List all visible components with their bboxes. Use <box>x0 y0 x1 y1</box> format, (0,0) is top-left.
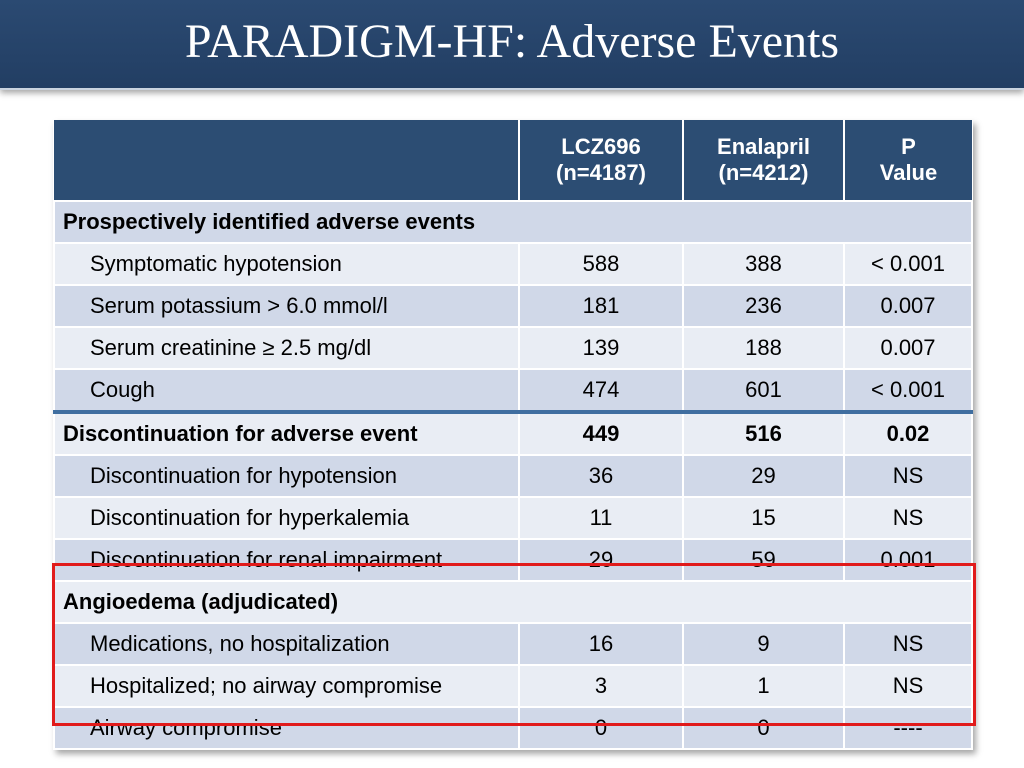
cell-lcz696: 0 <box>519 707 683 749</box>
cell-enalapril: 388 <box>683 243 844 285</box>
header-enalapril <box>683 120 844 201</box>
header-value: Value <box>879 160 938 185</box>
section-row-discontinuation <box>54 412 972 455</box>
cell-enalapril: 188 <box>683 327 844 369</box>
header-blank <box>54 120 519 201</box>
cell-lcz696: 11 <box>519 497 683 539</box>
table-row <box>54 369 972 412</box>
table-row <box>54 455 972 497</box>
table-row <box>54 327 972 369</box>
cell-enalapril: 59 <box>683 539 844 581</box>
row-label: Airway compromise <box>54 707 519 749</box>
cell-p-value: ---- <box>844 707 972 749</box>
row-label: Medications, no hospitalization <box>54 623 519 665</box>
cell-lcz696: 16 <box>519 623 683 665</box>
header-p: P <box>901 134 916 159</box>
cell-p-value: < 0.001 <box>844 369 972 412</box>
row-label: Symptomatic hypotension <box>54 243 519 285</box>
row-label: Hospitalized; no airway compromise <box>54 665 519 707</box>
cell-enalapril: 601 <box>683 369 844 412</box>
header-enalapril-name: Enalapril <box>717 134 810 159</box>
row-label: Discontinuation for hypotension <box>54 455 519 497</box>
adverse-events-table <box>53 120 973 750</box>
table-row <box>54 539 972 581</box>
cell-p-value: 0.007 <box>844 327 972 369</box>
cell-lcz696: 3 <box>519 665 683 707</box>
cell-lcz696: 449 <box>519 412 683 455</box>
cell-p-value: 0.007 <box>844 285 972 327</box>
cell-lcz696: 36 <box>519 455 683 497</box>
table-row <box>54 707 972 749</box>
cell-p-value: NS <box>844 455 972 497</box>
table-row <box>54 243 972 285</box>
header-enalapril-n: (n=4212) <box>718 160 809 185</box>
cell-enalapril: 9 <box>683 623 844 665</box>
header-lcz696 <box>519 120 683 201</box>
cell-p-value: NS <box>844 623 972 665</box>
cell-enalapril: 1 <box>683 665 844 707</box>
cell-enalapril: 516 <box>683 412 844 455</box>
cell-lcz696: 588 <box>519 243 683 285</box>
section-title: Discontinuation for adverse event <box>54 412 519 455</box>
cell-p-value: 0.02 <box>844 412 972 455</box>
section-title: Prospectively identified adverse events <box>54 201 972 243</box>
row-label: Discontinuation for hyperkalemia <box>54 497 519 539</box>
cell-p-value: < 0.001 <box>844 243 972 285</box>
header-lcz696-name: LCZ696 <box>561 134 641 159</box>
table-row <box>54 623 972 665</box>
header-row <box>54 120 972 201</box>
row-label: Discontinuation for renal impairment <box>54 539 519 581</box>
header-p-value <box>844 120 972 201</box>
table-row <box>54 285 972 327</box>
section-row-angioedema <box>54 581 972 623</box>
table-row <box>54 665 972 707</box>
row-label: Serum creatinine ≥ 2.5 mg/dl <box>54 327 519 369</box>
cell-lcz696: 181 <box>519 285 683 327</box>
cell-lcz696: 139 <box>519 327 683 369</box>
title-bar <box>0 0 1024 90</box>
row-label: Cough <box>54 369 519 412</box>
cell-p-value: NS <box>844 665 972 707</box>
table-row <box>54 497 972 539</box>
slide-title: PARADIGM-HF: Adverse Events <box>184 15 840 68</box>
cell-enalapril: 236 <box>683 285 844 327</box>
section-row-prospective <box>54 201 972 243</box>
cell-lcz696: 474 <box>519 369 683 412</box>
cell-enalapril: 0 <box>683 707 844 749</box>
cell-p-value: NS <box>844 497 972 539</box>
row-label: Serum potassium > 6.0 mmol/l <box>54 285 519 327</box>
header-lcz696-n: (n=4187) <box>556 160 646 185</box>
cell-lcz696: 29 <box>519 539 683 581</box>
cell-enalapril: 15 <box>683 497 844 539</box>
section-title: Angioedema (adjudicated) <box>54 581 972 623</box>
cell-enalapril: 29 <box>683 455 844 497</box>
cell-p-value: 0.001 <box>844 539 972 581</box>
